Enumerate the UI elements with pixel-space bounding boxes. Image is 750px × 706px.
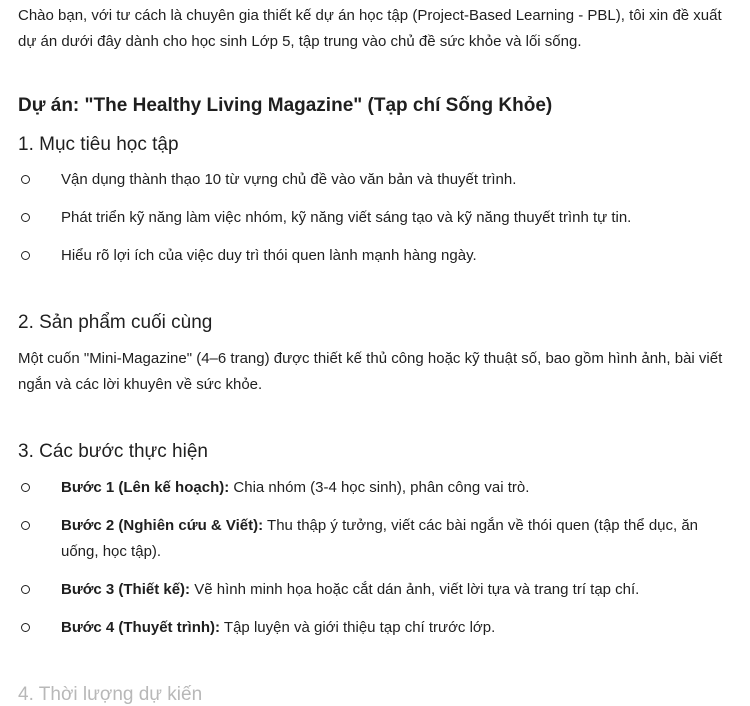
section-heading-learning-goals: 1. Mục tiêu học tập: [18, 134, 179, 155]
bullet-circle-icon: [21, 483, 30, 492]
bullet-circle-icon: [21, 585, 30, 594]
step-lead: Bước 1 (Lên kế hoạch):: [61, 479, 230, 496]
project-title: Dự án: "The Healthy Living Magazine" (Tạp chí Sống Khỏe): [18, 95, 553, 116]
list-item-text: Hiểu rõ lợi ích của việc duy trì thói quen lành mạnh hàng ngày.: [61, 247, 477, 264]
list-item: [18, 615, 732, 641]
step-text: Tập luyện và giới thiệu tạp chí trước lớp.: [220, 619, 496, 636]
section-heading-steps: 3. Các bước thực hiện: [18, 441, 208, 462]
step-text: Thu thập ý tưởng, viết các bài ngắn về thói quen (tập thể dục, ăn uống, học tập).: [61, 517, 699, 560]
step-lead: Bước 4 (Thuyết trình):: [61, 619, 221, 636]
list-item: [18, 513, 732, 565]
intro-paragraph: Chào bạn, với tư cách là chuyên gia thiết kế dự án học tập (Project-Based Learning - PBL), tôi xin đề xuất dự án dưới đây dành cho học sinh Lớp 5, tập trung vào chủ đề sức khỏe và lối sống.: [18, 7, 722, 50]
step-lead: Bước 3 (Thiết kế):: [61, 581, 191, 598]
step-text: Vẽ hình minh họa hoặc cắt dán ảnh, viết lời tựa và trang trí tạp chí.: [190, 581, 640, 598]
step-lead: Bước 2 (Nghiên cứu & Viết):: [61, 517, 264, 534]
bullet-circle-icon: [21, 213, 30, 222]
list-item: [18, 577, 732, 603]
list-item-text: Phát triển kỹ năng làm việc nhóm, kỹ năng viết sáng tạo và kỹ năng thuyết trình tự tin.: [61, 209, 632, 226]
list-item-text: Vận dụng thành thạo 10 từ vựng chủ đề vào văn bản và thuyết trình.: [61, 171, 517, 188]
section-heading-final-product: 2. Sản phẩm cuối cùng: [18, 312, 213, 333]
section-heading-duration: 4. Thời lượng dự kiến: [18, 684, 203, 705]
final-product-paragraph: Một cuốn "Mini-Magazine" (4–6 trang) được thiết kế thủ công hoặc kỹ thuật số, bao gồm hình ảnh, bài viết ngắn và các lời khuyên về sức khỏe.: [18, 350, 723, 393]
learning-goals-list: [18, 167, 732, 269]
list-item: [18, 243, 732, 269]
bullet-circle-icon: [21, 623, 30, 632]
bullet-circle-icon: [21, 521, 30, 530]
bullet-circle-icon: [21, 251, 30, 260]
bullet-circle-icon: [21, 175, 30, 184]
list-item: [18, 167, 732, 193]
list-item: [18, 205, 732, 231]
list-item: [18, 475, 732, 501]
steps-list: [18, 475, 732, 641]
step-text: Chia nhóm (3-4 học sinh), phân công vai trò.: [229, 479, 530, 496]
